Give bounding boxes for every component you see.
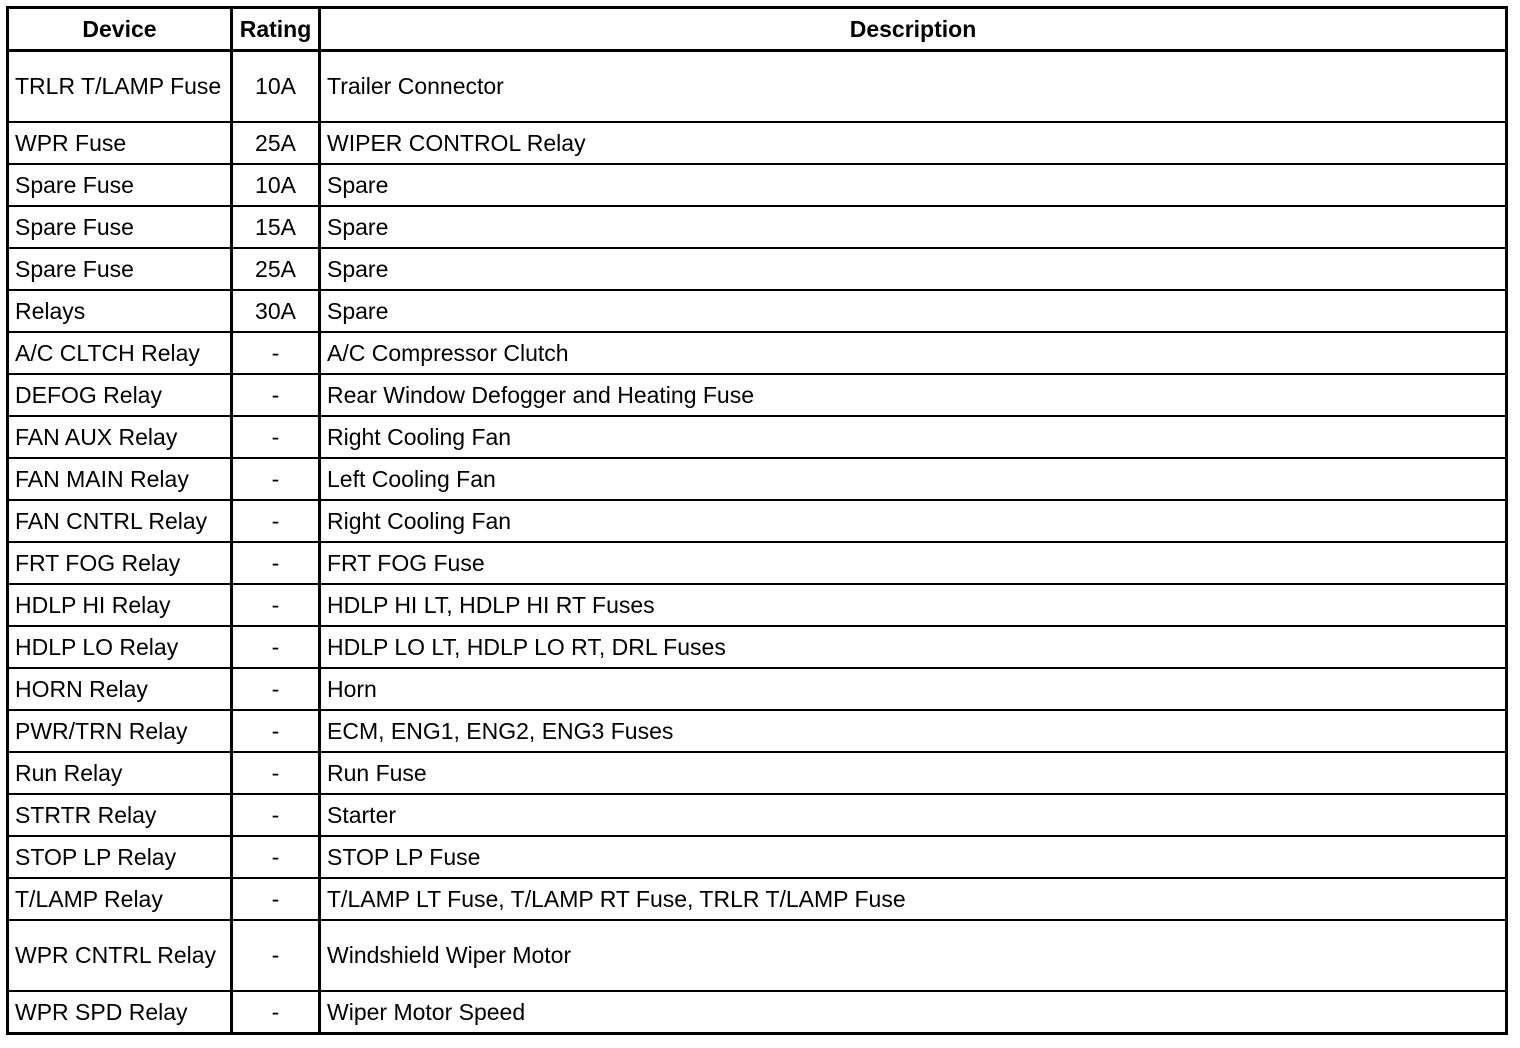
description-cell: Spare bbox=[320, 248, 1507, 290]
table-row bbox=[8, 458, 1507, 500]
table-header bbox=[8, 8, 1507, 51]
description-cell: Run Fuse bbox=[320, 752, 1507, 794]
device-cell: STOP LP Relay bbox=[8, 836, 232, 878]
device-cell: T/LAMP Relay bbox=[8, 878, 232, 920]
rating-cell: - bbox=[232, 794, 320, 836]
table-row bbox=[8, 626, 1507, 668]
device-cell: Relays bbox=[8, 290, 232, 332]
table-row bbox=[8, 752, 1507, 794]
device-cell: Spare Fuse bbox=[8, 164, 232, 206]
rating-cell: - bbox=[232, 710, 320, 752]
device-cell: Spare Fuse bbox=[8, 248, 232, 290]
rating-cell: - bbox=[232, 668, 320, 710]
table-row bbox=[8, 991, 1507, 1034]
header-rating: Rating bbox=[232, 8, 320, 51]
rating-cell: 10A bbox=[232, 164, 320, 206]
rating-cell: - bbox=[232, 500, 320, 542]
rating-cell: - bbox=[232, 374, 320, 416]
table-row bbox=[8, 51, 1507, 123]
table-row bbox=[8, 206, 1507, 248]
device-cell: WPR SPD Relay bbox=[8, 991, 232, 1034]
description-cell: HDLP LO LT, HDLP LO RT, DRL Fuses bbox=[320, 626, 1507, 668]
device-cell: Spare Fuse bbox=[8, 206, 232, 248]
table-row bbox=[8, 374, 1507, 416]
description-cell: Horn bbox=[320, 668, 1507, 710]
table-row bbox=[8, 668, 1507, 710]
description-cell: Rear Window Defogger and Heating Fuse bbox=[320, 374, 1507, 416]
rating-cell: - bbox=[232, 991, 320, 1034]
description-cell: Left Cooling Fan bbox=[320, 458, 1507, 500]
table-row bbox=[8, 290, 1507, 332]
fuse-relay-table bbox=[6, 6, 1508, 1035]
rating-cell: - bbox=[232, 542, 320, 584]
device-cell: FAN CNTRL Relay bbox=[8, 500, 232, 542]
description-cell: A/C Compressor Clutch bbox=[320, 332, 1507, 374]
description-cell: T/LAMP LT Fuse, T/LAMP RT Fuse, TRLR T/LAMP Fuse bbox=[320, 878, 1507, 920]
description-cell: Spare bbox=[320, 164, 1507, 206]
header-description: Description bbox=[320, 8, 1507, 51]
table-body bbox=[8, 51, 1507, 1034]
header-row bbox=[8, 8, 1507, 51]
device-cell: FAN AUX Relay bbox=[8, 416, 232, 458]
table-row bbox=[8, 920, 1507, 991]
rating-cell: 30A bbox=[232, 290, 320, 332]
description-cell: Spare bbox=[320, 290, 1507, 332]
table-row bbox=[8, 584, 1507, 626]
device-cell: TRLR T/LAMP Fuse bbox=[8, 51, 232, 123]
description-cell: STOP LP Fuse bbox=[320, 836, 1507, 878]
table-row bbox=[8, 710, 1507, 752]
description-cell: Right Cooling Fan bbox=[320, 416, 1507, 458]
table-row bbox=[8, 500, 1507, 542]
device-cell: PWR/TRN Relay bbox=[8, 710, 232, 752]
description-cell: HDLP HI LT, HDLP HI RT Fuses bbox=[320, 584, 1507, 626]
table-row bbox=[8, 248, 1507, 290]
table-row bbox=[8, 878, 1507, 920]
rating-cell: - bbox=[232, 836, 320, 878]
device-cell: WPR CNTRL Relay bbox=[8, 920, 232, 991]
description-cell: WIPER CONTROL Relay bbox=[320, 122, 1507, 164]
description-cell: Trailer Connector bbox=[320, 51, 1507, 123]
device-cell: STRTR Relay bbox=[8, 794, 232, 836]
device-cell: HDLP LO Relay bbox=[8, 626, 232, 668]
rating-cell: - bbox=[232, 626, 320, 668]
description-cell: Starter bbox=[320, 794, 1507, 836]
rating-cell: 15A bbox=[232, 206, 320, 248]
description-cell: Wiper Motor Speed bbox=[320, 991, 1507, 1034]
description-cell: Spare bbox=[320, 206, 1507, 248]
rating-cell: - bbox=[232, 584, 320, 626]
description-cell: ECM, ENG1, ENG2, ENG3 Fuses bbox=[320, 710, 1507, 752]
device-cell: DEFOG Relay bbox=[8, 374, 232, 416]
header-device: Device bbox=[8, 8, 232, 51]
table-row bbox=[8, 164, 1507, 206]
rating-cell: - bbox=[232, 878, 320, 920]
table-row bbox=[8, 836, 1507, 878]
description-cell: Windshield Wiper Motor bbox=[320, 920, 1507, 991]
rating-cell: 25A bbox=[232, 248, 320, 290]
device-cell: A/C CLTCH Relay bbox=[8, 332, 232, 374]
device-cell: FAN MAIN Relay bbox=[8, 458, 232, 500]
description-cell: Right Cooling Fan bbox=[320, 500, 1507, 542]
rating-cell: 10A bbox=[232, 51, 320, 123]
table-row bbox=[8, 542, 1507, 584]
rating-cell: - bbox=[232, 458, 320, 500]
table-row bbox=[8, 794, 1507, 836]
rating-cell: - bbox=[232, 416, 320, 458]
table-row bbox=[8, 122, 1507, 164]
table-row bbox=[8, 416, 1507, 458]
rating-cell: - bbox=[232, 920, 320, 991]
device-cell: FRT FOG Relay bbox=[8, 542, 232, 584]
table-row bbox=[8, 332, 1507, 374]
rating-cell: 25A bbox=[232, 122, 320, 164]
rating-cell: - bbox=[232, 332, 320, 374]
device-cell: HORN Relay bbox=[8, 668, 232, 710]
device-cell: HDLP HI Relay bbox=[8, 584, 232, 626]
description-cell: FRT FOG Fuse bbox=[320, 542, 1507, 584]
device-cell: WPR Fuse bbox=[8, 122, 232, 164]
device-cell: Run Relay bbox=[8, 752, 232, 794]
rating-cell: - bbox=[232, 752, 320, 794]
